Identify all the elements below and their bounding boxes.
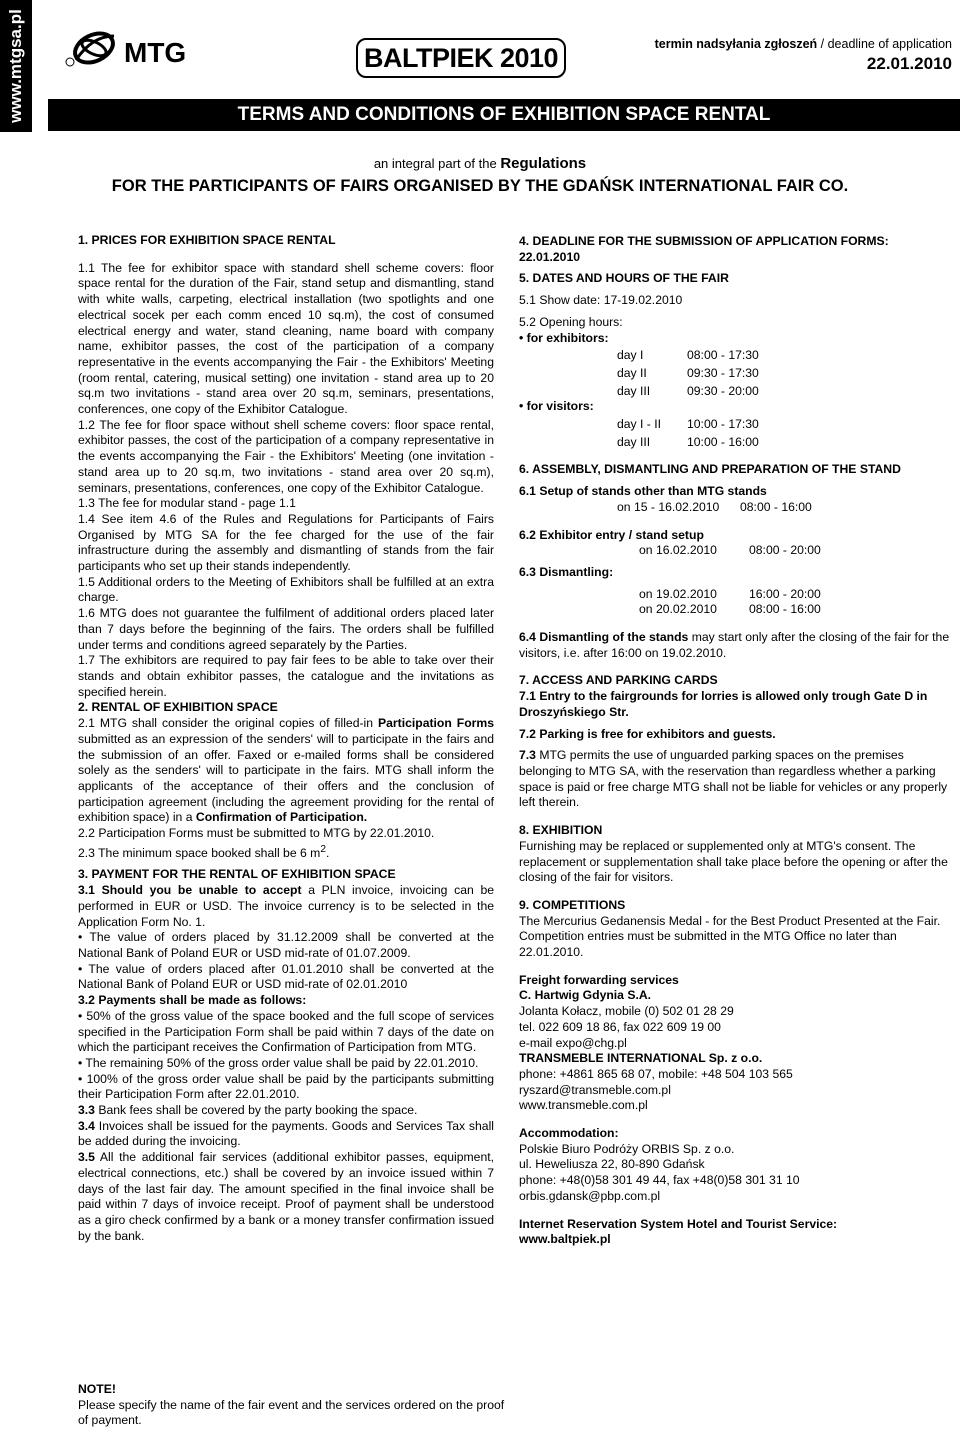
website-url[interactable]: www.mtgsa.pl — [6, 9, 25, 123]
clause-1-6: 1.6 MTG does not guarantee the fulfilment of additional orders placed later than 7 days before the beginning of the fairs. The orders shall be fulfilled under terms and conditions agreed separately by the Parties. — [78, 606, 494, 652]
accommodation-title: Accommodation: — [519, 1126, 619, 1141]
freight-company: C. Hartwig Gdynia S.A. — [519, 988, 652, 1003]
visitors-label: • for visitors: — [519, 399, 594, 414]
exhibitor-hours-table — [617, 348, 960, 399]
visitor-hours-row: day III 10:00 - 16:00 — [617, 434, 759, 449]
show-date: 5.1 Show date: 17-19.02.2010 — [519, 293, 683, 308]
clause-3-2: 3.2 Payments shall be made as follows: — [78, 993, 307, 1008]
section-9-text: The Mercurius Gedanensis Medal - for the Best Product Presented at the Fair. Competition entries must be submitted in the MTG Office no later than 22.01.2010. — [519, 913, 941, 960]
reservation-system-title: Internet Reservation System Hotel and Tourist Service: — [519, 1216, 838, 1231]
accommodation-company: Polskie Biuro Podróży ORBIS Sp. z o.o. — [519, 1141, 735, 1156]
clause-7-2: 7.2 Parking is free for exhibitors and guests. — [519, 726, 776, 741]
exhibitor-hours-row: day III 09:30 - 20:00 — [617, 383, 759, 398]
bullet-3-4: • The remaining 50% of the gross order value shall be paid by 22.01.2010. — [78, 1055, 479, 1070]
setup-dates-row: on 15 - 16.02.2010 08:00 - 16:00 — [617, 499, 812, 514]
clause-7-1: 7.1 Entry to the fairgrounds for lorries is allowed only trough Gate D in Droszyńskiego Str. — [519, 689, 928, 719]
visitor-hours-table — [617, 417, 960, 450]
section-7-title: 7. ACCESS AND PARKING CARDS — [519, 673, 718, 688]
right-column — [519, 234, 960, 1248]
clause-1-1: 1.1 The fee for exhibitor space with standard shell scheme covers: floor space rental for the duration of the Fair, stand setup and dismantling, stand with white walls, carpeting, electrical installation (two spotlights and one electrical socek per each comm enced 10 sq.m), the cost of consumed electrical energy and water, stand cleaning, name board with company name, exhibitor passes, the cost of the participation of a company representative in the events accompanying the Fair - the Exhibitors' Meeting (room rental, catering, musical setting) one invitation - stand area up to 20 sq.m two invitations - stand area over 20 sq.m, seminars, presentations, conferences, one copy of the Exhibitor Catalogue. — [78, 260, 494, 417]
subtitle: an integral part of the Regulations — [373, 155, 587, 172]
deadline-date: 22.01.2010 — [866, 54, 952, 73]
clause-7-3: 7.3 MTG permits the use of unguarded parking spaces on the premises belonging to MTG SA, with the reservation than regardless whether a parking space is paid or free charge MTG shall not be liable for vehicles or any properly left therein. — [519, 748, 948, 810]
note-title: NOTE! — [78, 1382, 116, 1396]
logo-text: MTG — [124, 37, 187, 68]
exhibitors-label: • for exhibitors: — [519, 330, 609, 345]
clause-3-4: 3.4 Invoices shall be issued for the payments. Goods and Services Tax shall be added during the invoicing. — [78, 1118, 494, 1149]
freight-tel: tel. 022 609 18 86, fax 022 609 19 00 — [519, 1019, 721, 1034]
transmeble-phone: phone: +4861 865 68 07, mobile: +48 504 103 565 — [519, 1066, 793, 1081]
bullet-3-5: • 100% of the gross order value shall be paid by the participants submitting their Participation Form after 22.01.2010. — [78, 1071, 494, 1102]
left-column — [78, 233, 494, 1244]
accommodation-address: ul. Heweliusza 22, 80-890 Gdańsk — [519, 1157, 705, 1172]
clause-1-3: 1.3 The fee for modular stand - page 1.1 — [78, 496, 296, 511]
accommodation-email[interactable]: orbis.gdansk@pbp.com.pl — [519, 1188, 661, 1203]
clause-2-1: 2.1 MTG shall consider the original copies of filled-in Participation Forms submitted as an expression of the senders' will to participate in the fairs and the submission of an offer. Faxed or e-mailed forms shall be considered solely as the senders' will to participate in the fairs. MTG shall inform the applicants of the acceptance of their offers and the conclusion of participation agreement (including the agreement providing for the rental of exhibition space) in a Confirmation of Participation. — [78, 716, 494, 825]
section-2-title: 2. RENTAL OF EXHIBITION SPACE — [78, 700, 278, 715]
clause-1-5: 1.5 Additional orders to the Meeting of Exhibitors shall be fulfilled at an extra charge. — [78, 574, 494, 605]
event-name-box — [356, 38, 566, 78]
event-name: BALTPIEK 2010 — [363, 42, 559, 73]
section-1-title: 1. PRICES FOR EXHIBITION SPACE RENTAL — [78, 233, 336, 247]
deadline-label: termin nadsyłania zgłoszeń / deadline of application — [654, 37, 952, 51]
section-9-title: 9. COMPETITIONS — [519, 897, 626, 912]
clause-1-7: 1.7 The exhibitors are required to pay fair fees to be able to take over their stands and obtain exhibitor passes, the catalogue and the invitations as specified herein. — [78, 653, 494, 699]
mtg-logo-icon — [62, 26, 202, 76]
transmeble-web[interactable]: www.transmeble.com.pl — [519, 1098, 648, 1113]
transmeble-email[interactable]: ryszard@transmeble.com.pl — [519, 1082, 671, 1097]
entry-dates-row: on 16.02.2010 08:00 - 20:00 — [639, 543, 821, 558]
subtitle-regulations: FOR THE PARTICIPANTS OF FAIRS ORGANISED BY THE GDAŃSK INTERNATIONAL FAIR CO. — [111, 177, 849, 195]
clause-3-1: 3.1 Should you be unable to accept a PLN invoice, invoicing can be performed in EUR or USD. The invoice currency is to be selected in the Application Form No. 1. — [78, 883, 494, 929]
section-4-date: 22.01.2010 — [519, 249, 580, 264]
page-title-text: TERMS AND CONDITIONS OF EXHIBITION SPACE RENTAL — [237, 104, 771, 125]
transmeble-company: TRANSMEBLE INTERNATIONAL Sp. z o.o. — [519, 1051, 763, 1066]
note-block — [78, 1382, 508, 1429]
note-text: Please specify the name of the fair event and the services ordered on the proof of payment. — [78, 1397, 505, 1427]
accommodation-phone: phone: +48(0)58 301 49 44, fax +48(0)58 301 31 10 — [519, 1173, 800, 1188]
page-title — [48, 99, 960, 131]
clause-1-4: 1.4 See item 4.6 of the Rules and Regulations for Participants of Fairs Organised by MTG SA for the fee charged for the use of the fair infrastructure during the assembly and dismantling of stands from the fair participants who set up their stands independently. — [78, 511, 494, 574]
bullet-3-1: • The value of orders placed by 31.12.2009 shall be converted at the National Bank of Poland EUR or USD mid-rate of 01.07.2009. — [78, 930, 494, 960]
visitor-hours-row: day I - II 10:00 - 17:30 — [617, 417, 759, 432]
section-3-title: 3. PAYMENT FOR THE RENTAL OF EXHIBITION SPACE — [78, 867, 396, 882]
freight-email[interactable]: e-mail expo@chg.pl — [519, 1035, 627, 1050]
clause-2-2: 2.2 Participation Forms must be submitted to MTG by 22.01.2010. — [78, 826, 435, 841]
section-8-title: 8. EXHIBITION — [519, 823, 603, 838]
clause-6-2: 6.2 Exhibitor entry / stand setup — [519, 527, 704, 542]
clause-6-1: 6.1 Setup of stands other than MTG stands — [519, 484, 767, 499]
mtg-logo — [62, 26, 202, 76]
freight-title: Freight forwarding services — [519, 972, 679, 987]
section-8-text: Furnishing may be replaced or supplemented only at MTG's consent. The replacement or supplementation shall take place before the opening or after the closing of the fair for visitors. — [519, 838, 948, 885]
clause-1-2: 1.2 The fee for floor space without shell scheme covers: floor space rental, exhibitor passes, the cost of the participation of a company representative in the events accompanying the Fair - the Exhibitors' Meeting (one invitation - stand area up to 20 sq.m, two invitations - stand area over 20 sq.m), seminars, presentations, conferences, one copy of the Exhibitor Catalogue. — [78, 417, 494, 495]
bullet-3-3: • 50% of the gross value of the space booked and the full scope of services specified in the Participation Form shall be paid within 7 days of the date on which the participant receives the Confirmation of Participation from MTG. — [78, 1008, 494, 1055]
reservation-system-url[interactable]: www.baltpiek.pl — [519, 1232, 611, 1247]
freight-contact: Jolanta Kołacz, mobile (0) 502 01 28 29 — [519, 1004, 734, 1019]
bullet-3-2: • The value of orders placed after 01.01.2010 shall be converted at the National Bank of Poland EUR or USD mid-rate of 02.01.2010 — [78, 961, 494, 992]
clause-6-4: 6.4 Dismantling of the stands may start only after the closing of the fair for the visitors, i.e. after 16:00 on 19.02.2010. — [519, 630, 950, 660]
section-6-title: 6. ASSEMBLY, DISMANTLING AND PREPARATION OF THE STAND — [519, 462, 901, 477]
exhibitor-hours-row: day II 09:30 - 17:30 — [617, 365, 759, 380]
opening-hours-label: 5.2 Opening hours: — [519, 314, 623, 329]
dismantling-row: on 19.02.2010 16:00 - 20:00 — [639, 586, 821, 601]
section-4-title: 4. DEADLINE FOR THE SUBMISSION OF APPLICATION FORMS: — [519, 234, 889, 248]
dismantling-row: on 20.02.2010 08:00 - 16:00 — [639, 602, 821, 617]
clause-3-5: 3.5 All the additional fair services (additional exhibitor passes, equipment, electrical connections, etc.) shall be covered by an invoice issued within 7 days of the last fair day. The amount specified in the final invoice shall be paid within 7 days of invoice receipt. Proof of payment shall be understood as a giro check confirmed by a bank or a money transfer confirmation issued by the bank. — [78, 1150, 494, 1243]
exhibitor-hours-row: day I 08:00 - 17:30 — [617, 348, 759, 363]
clause-2-3: 2.3 The minimum space booked shall be 6 $m^2$. — [78, 843, 330, 860]
sidebar-strip — [0, 0, 32, 132]
section-5-title: 5. DATES AND HOURS OF THE FAIR — [519, 271, 729, 286]
clause-6-3: 6.3 Dismantling: — [519, 564, 614, 579]
clause-3-3: 3.3 Bank fees shall be covered by the party booking the space. — [78, 1103, 418, 1118]
